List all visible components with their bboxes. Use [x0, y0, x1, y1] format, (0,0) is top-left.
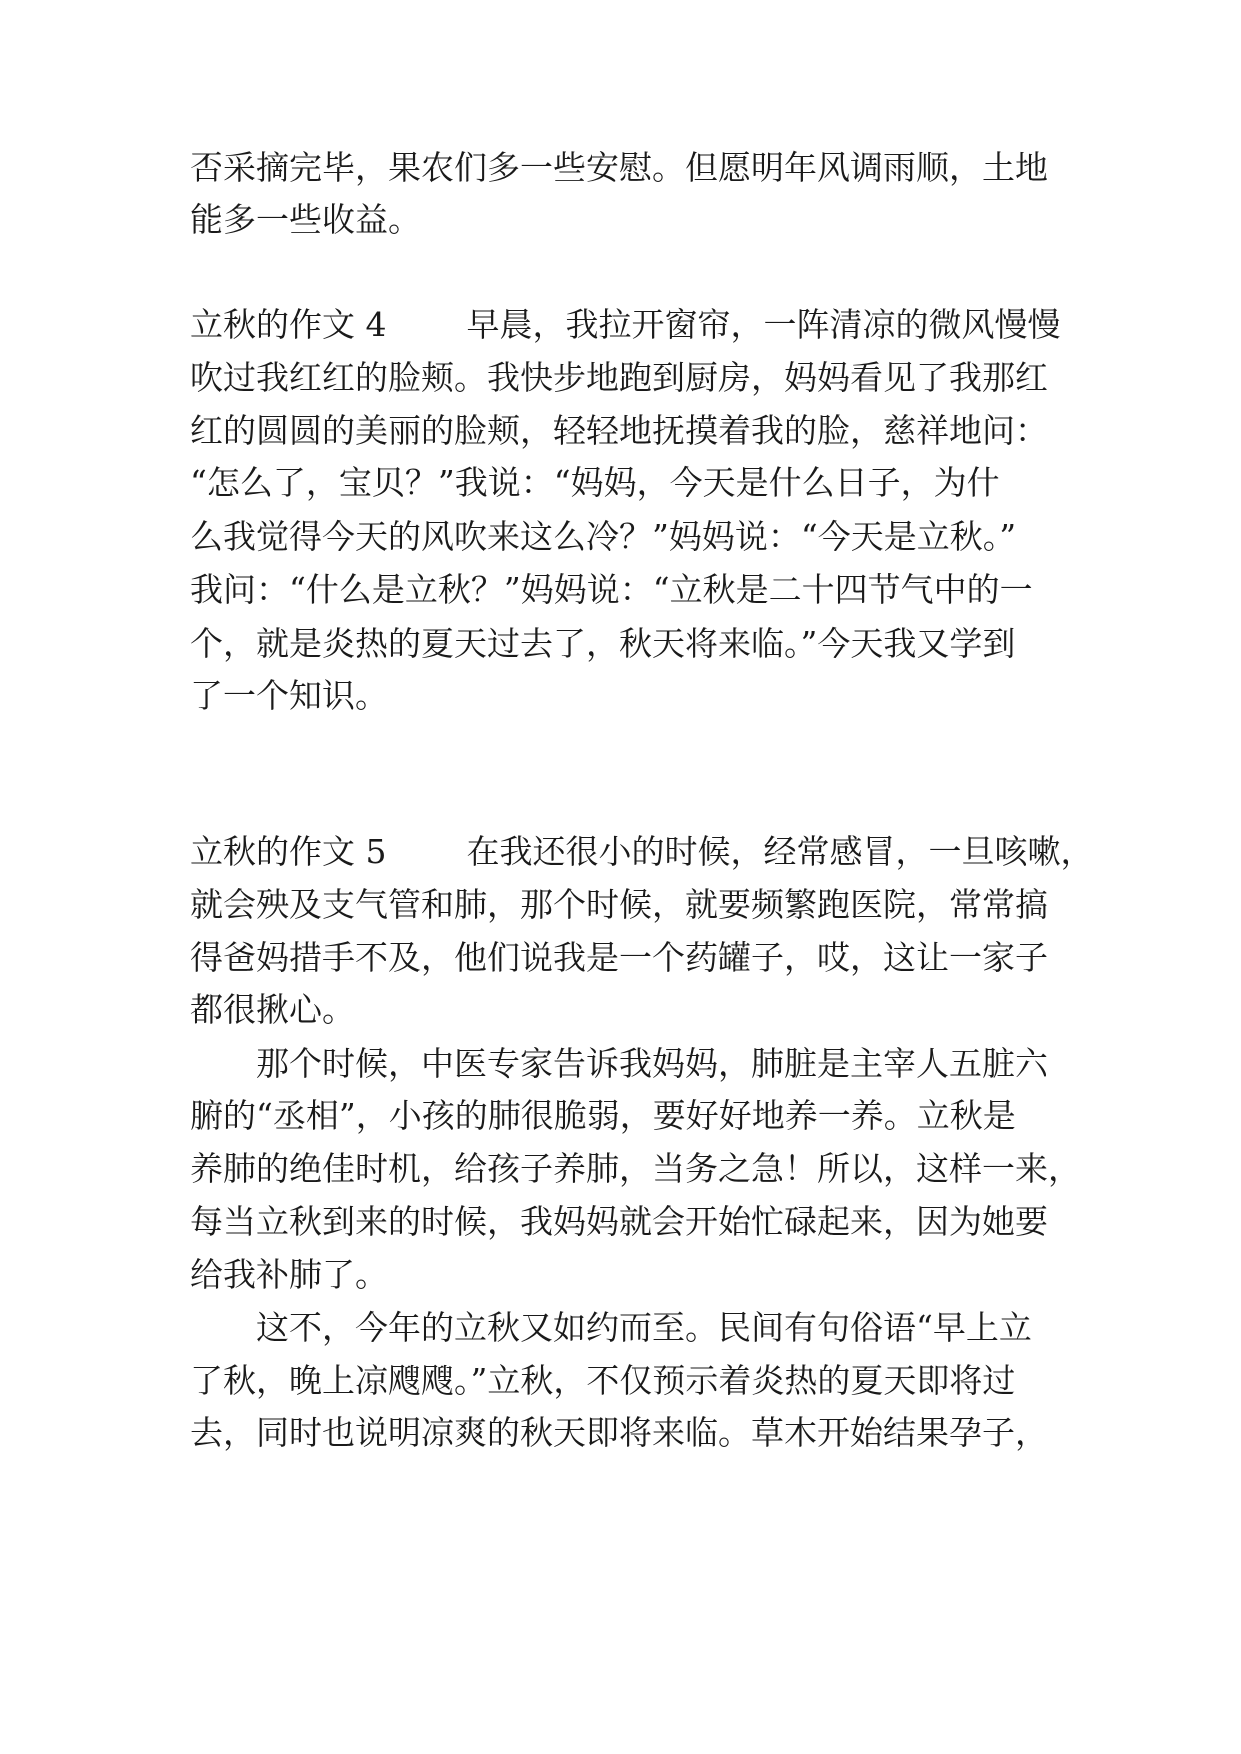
text-line: 红的圆圆的美丽的脸颊，轻轻地抚摸着我的脸，慈祥地问：	[190, 411, 1048, 450]
text-line: 腑的“丞相”，小孩的肺很脆弱，要好好地养一养。立秋是	[190, 1096, 1016, 1135]
text-line: “怎么了，宝贝？”我说：“妈妈，今天是什么日子，为什	[190, 463, 1000, 502]
text-line: 吹过我红红的脸颊。我快步地跑到厨房，妈妈看见了我那红	[190, 358, 1048, 397]
text-line: 我问：“什么是立秋？”妈妈说：“立秋是二十四节气中的一	[190, 570, 1033, 609]
essay-4-title: 立秋的作文 4	[190, 305, 387, 344]
essay-5-first-line	[190, 822, 1094, 882]
essay-4-first-line	[190, 295, 1061, 355]
essay-5-title: 立秋的作文 5	[190, 832, 387, 871]
text-line: 了秋，晚上凉飕飕。”立秋，不仅预示着炎热的夏天即将过	[190, 1361, 1016, 1400]
text-line: 都很揪心。	[190, 990, 355, 1029]
text-line: 那个时候，中医专家告诉我妈妈，肺脏是主宰人五脏六	[190, 1044, 1048, 1083]
text-line: 去，同时也说明凉爽的秋天即将来临。草木开始结果孕子，	[190, 1413, 1048, 1452]
text-line: 养肺的绝佳时机，给孩子养肺，当务之急！所以，这样一来，	[190, 1149, 1081, 1188]
text-line: 就会殃及支气管和肺，那个时候，就要频繁跑医院，常常搞	[190, 885, 1048, 924]
text-line: 么我觉得今天的风吹来这么冷？”妈妈说：“今天是立秋。”	[190, 517, 1017, 556]
text-line	[190, 719, 1050, 779]
text-line: 这不，今年的立秋又如约而至。民间有句俗语“早上立	[190, 1308, 1032, 1347]
text-line: 否采摘完毕，果农们多一些安慰。但愿明年风调雨顺，土地	[190, 148, 1048, 187]
text-line: 每当立秋到来的时候，我妈妈就会开始忙碌起来，因为她要	[190, 1202, 1048, 1241]
essay-4-first-line-text: 早晨，我拉开窗帘，一阵清凉的微风慢慢	[466, 305, 1061, 344]
text-line: 个，就是炎热的夏天过去了，秋天将来临。”今天我又学到	[190, 624, 1016, 663]
text-line: 得爸妈措手不及，他们说我是一个药罐子，哎，这让一家子	[190, 938, 1048, 977]
text-line: 了一个知识。	[190, 676, 388, 715]
text-line: 给我补肺了。	[190, 1255, 388, 1294]
text-line: 能多一些收益。	[190, 200, 421, 239]
essay-5-first-line-text: 在我还很小的时候，经常感冒，一旦咳嗽，	[466, 832, 1094, 871]
